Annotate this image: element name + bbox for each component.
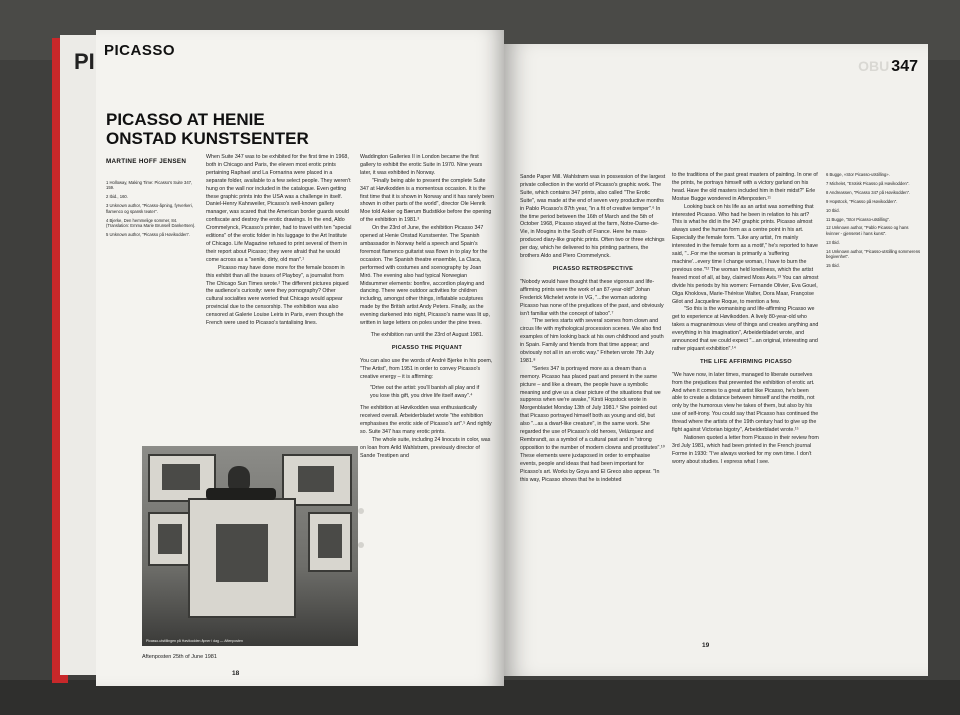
- footnote: 7 Michelet, "Erotisk Picasso på Høvikodden".: [826, 180, 910, 186]
- suite-number: 347: [891, 58, 918, 75]
- paragraph: You can also use the words of André Bjerke in his poem, "The Artist", from 1951 in order to convey Picasso's creative energy – it is affirming:: [360, 357, 493, 380]
- footnote: 8 Andreassen, "Picasso 347 på Høvikodden".: [826, 189, 911, 195]
- footnote: 9 Hopstock, "Picasso på Høvikodden".: [826, 198, 898, 204]
- page-number: 19: [702, 642, 710, 649]
- paragraph: "Finally being able to present the complete Suite 347 at Høvikodden is a momentous occasion. It is the first time that it is shown in Norway and it has rarely been shown in other parts of the world", director Ole Henrik Moe told Asker og Bærum Budstikke before the opening of the exhibition in 1981.³: [360, 177, 494, 224]
- running-page-number: [858, 58, 918, 76]
- paragraph: "We have now, in later times, managed to liberate ourselves from the prejudices that prevented the exhibition of erotic art. And when it comes to a great artist like Picasso, he's been able to create a distance between himself and the motifs, not only by the humorous view he takes of them, but also by his use of self-irony. You could say that Picasso has continued the thread where the artists of the 19th century had to give up the fight against Victorian bigotry", Arbeiderbladet wrote.¹⁵: [672, 371, 819, 434]
- print-frame: [148, 512, 192, 566]
- footnote: 4 Bjerke, Den hemmelige sommer, 84. (Translation: Emma Marie Brunsell Dankertsen).: [106, 217, 196, 228]
- newspaper-photo: [142, 446, 358, 646]
- binding-hole: [358, 508, 364, 514]
- paragraph: Waddington Galleries II in London became the first gallery to exhibit the erotic Suite in 1970. Nine years later, it was exhibited in Norway.: [360, 154, 483, 176]
- footnote: 3 Unknown author, "Picasso-åpning, fyrverkeri, flamenco og spansk teater".: [106, 203, 193, 214]
- paragraph: Sande Paper Mill. Wahlstrøm was in possession of the largest private collection in the world of Picasso's graphic work. The Suite, which contains 347 prints, also called "The Erotic Suite", was made at the end of seven very productive months in Pablo Picasso's 87th year, "in a fit of creative temper".⁶ In the time period between the 16th of March and the 5th of October 1968, Picasso stayed at the farm, Notre-Dame-de-Vie, in Mougins in the South of France. Here he mass-produced diary-like graphic prints. Often two or three etchings per day, which he delivered to his printing partners, the brothers Aldo and Piero Crommelynck.: [520, 174, 666, 260]
- ghost-running-number: OBU: [858, 58, 890, 74]
- paragraph: "Nobody would have thought that these vigorous and life-affirming prints were the work of an 87-year-old!" Johan Frederick Michelet wrote in VG, "...the woman adoring Picasso has none of the prejudices of the past, and obviously isn't familiar with the concept of taboo".⁷: [520, 278, 664, 317]
- footnote: 10 Ibid.: [826, 207, 840, 213]
- left-footnotes: [106, 180, 198, 241]
- page-number: 18: [232, 670, 240, 677]
- footnote: 2 Ibid., 160.: [106, 194, 128, 200]
- binding-hole: [358, 542, 364, 548]
- footnote: 11 Bugge, "Stor Picasso-utstilling".: [826, 216, 891, 222]
- left-column-2: [360, 154, 494, 461]
- paragraph: "So this is the womanising and life-affirming Picasso we get to experience at Høvikodden. A lively 80-year-old who takes a magnanimous view of things and creates anything and everything in his imagination", Arbeiderbladet wrote, and announced that we could expect "...an original, interesting and rather piquant exhibition".¹⁴: [672, 306, 819, 352]
- paragraph: On the 23rd of June, the exhibition Picasso 347 opened at Henie Onstad Kunstsenter. The Spanish ambassador in Norway held a speech and Spain's foremost flamenco guitarist was flown in to play for the occasion. The Spanish theatre ensemble, La Claca, performed with costumes and scenography by Joan Miró. The evening also had typical Norwegian Midsummer elements: bonfire, accordion playing and dancing. There were outdoor activities for children including, amongst other things, inflatable sculptures made by the British artist Andy Peters. Finally, as the evening darkened into night, Picasso's name was lit up, written in large letters on poles under the pine trees.: [360, 225, 490, 327]
- print-frame: [308, 512, 352, 572]
- left-column-1: [206, 154, 352, 328]
- paragraph: The exhibition ran until the 23rd of August 1981.: [370, 331, 484, 338]
- paragraph: "The series starts with several scenes from clown and circus life with mythological procession scenes. We also find examples of him looking back at his own childhood and youth in Spain. Family and friends from that time appear; and obviously not all in an erotic way." Friheten wrote 7th July 1981.⁸: [520, 318, 664, 364]
- photo-inner-caption: Picasso-utstillingen på Høvikodden åpner i dag — Aftenposten: [146, 639, 243, 643]
- right-footnotes: [826, 172, 922, 272]
- footnote: 6 Bugge, «Stor Picasso-utstilling».: [826, 172, 890, 177]
- running-head: PICASSO: [104, 42, 176, 59]
- footnote: 12 Unknown author, "Pablo Picasso og hans kvinner - gjensetet i hans kunst".: [826, 225, 909, 236]
- right-column-1: [520, 174, 666, 484]
- left-page: [96, 30, 504, 686]
- article-title: PICASSO AT HENIE ONSTAD KUNSTSENTER: [106, 110, 309, 148]
- paragraph: The whole suite, including 24 linocuts in color, was on loan from Arild Wahlstrøm, previously director of Sande Trestipen and: [360, 436, 491, 459]
- paragraph: "Series 347 is portrayed more as a dream than a memory. Picasso has placed past and present in the same picture – and like a dream, the people have a symbolic meaning and give us a clear picture of the situations that we suppress when we're awake," Kirsti Hopstock wrote in Morgenbladet Monday 13th of July 1981.⁹ She pointed out that Picasso portrayed himself both as young and old, but also "...as a dwarf-like creature", in the same work. She regarded the use of Picasso's old heroes, Velázquez and Rembrandt, as a symbol of a cultural past and in "strong opposition to the number of modern clowns and prostitutes".¹⁰ These elements were juxtaposed in order to emphasise events, people and ideas that had been important for Picasso's art. Works by Goya and El Greco also appear. "In this way, Picasso shows that he is indebted: [520, 365, 665, 483]
- paragraph: Looking back on his life as an artist was something that interested Picasso. Who had he been in relation to his art? This is what he did in the 347 graphic prints. Picasso almost always used the human form as a centre point in his art. Especially the female form. "Like any artist, I'm mainly interested in the female form as a motif," he's reported to have said, "...For me the woman is primarily a 'suffering machine'...every time I change woman, I have to burn the previous one."¹² The woman held loneliness, which the artist feared most of all, at bay, claimed Moss Avis.¹³ You can almost divide his periods by his women: Fernande Olivier, Eva Gouel, Olga Khoklova, Marie-Thérèse Walter, Dora Maar, Françoise Gilot and Jacqueline Roque, to mention a few.: [672, 203, 819, 305]
- footnote: 13 Ibid.: [826, 239, 840, 245]
- print-frame: [188, 498, 296, 618]
- paragraph: The exhibition at Høvikodden was enthusiastically received overall. Arbeiderbladet wrote "the exhibition emphasises the erotic side of Picasso's art".⁵ And rightly so. Suite 347 has many erotic prints.: [360, 405, 492, 435]
- photo-caption: Aftenposten 25th of June 1981: [142, 654, 217, 660]
- paragraph: to the traditions of the past great masters of painting. In one of the prints, he portrays himself with a victory garland on his head. Have the old masters included him in their midst?" Erle Mostue Bugge wondered in Aftenposten.¹¹: [672, 172, 818, 202]
- ghost-running-head: PI: [74, 49, 95, 74]
- section-heading: PICASSO RETROSPECTIVE: [552, 265, 634, 272]
- right-column-2: [672, 172, 820, 467]
- paragraph: Picasso may have done more for the female bosom in this exhibit than all the issues of Playboy", a journalist from The Chicago Sun Times wrote.² The different pictures piqued the audience's curiosity: were they pornography? Other cultural socialites were worried that Chicago would appear provincial due to the censorship. The exhibition was also censored at Galerie Louise Leiris in Paris, even though the French were used to Picasso's tantalising lines.: [206, 264, 349, 327]
- footnote: 15 Ibid.: [826, 262, 840, 268]
- paragraph: When Suite 347 was to be exhibited for the first time in 1968, both in Chicago and Paris, the eleven most erotic prints pertaining Raphael and La Fornarina were placed in a separate folder, available to a few select people. They weren't hung on the wall nor included in the catalogue. Even getting these graphic prints into the USA was a challenge in itself. Daniel-Henry Kahnweiler, Picasso's well-known gallery manager, was scared that the American border guards would confiscate and destroy the erotic drawings. In the end, Aldo Crommelynck, Picasso's printer, had to travel with ten "special editions" of the erotic folder in his luggage to the Art Institute of Chicago. Life Magazine refused to print several of them in their report about Picasso; they were afraid that he would come across as a "senile, dirty, old man".¹: [206, 154, 352, 263]
- right-page: [504, 44, 928, 676]
- section-heading: PICASSO THE PIQUANT: [391, 344, 463, 351]
- footnote: 1 Holloway, Making Time: Picasso's Suite 347, 159.: [106, 180, 193, 191]
- blockquote: "Drive out the artist: you'll banish all play and if you lose this gift, you drive life itself away".⁴: [370, 385, 480, 400]
- section-heading: THE LIFE AFFIRMING PICASSO: [700, 358, 792, 365]
- paragraph: Nationen quoted a letter from Picasso in their review from 3rd July 1981, which had been printed in the French journal Forme in 1930: "I've always worked for my own time. I don't worry about studies. I express what I see.: [672, 435, 819, 465]
- author-name: MARTINE HOFF JENSEN: [106, 158, 187, 165]
- person-arms: [206, 488, 276, 500]
- footnote: 14 Unknown author, "Picasso-utstilling sommerens begivenhet".: [826, 248, 921, 260]
- footnote: 5 Unknown author, "Picasso på Høvikodden".: [106, 231, 191, 237]
